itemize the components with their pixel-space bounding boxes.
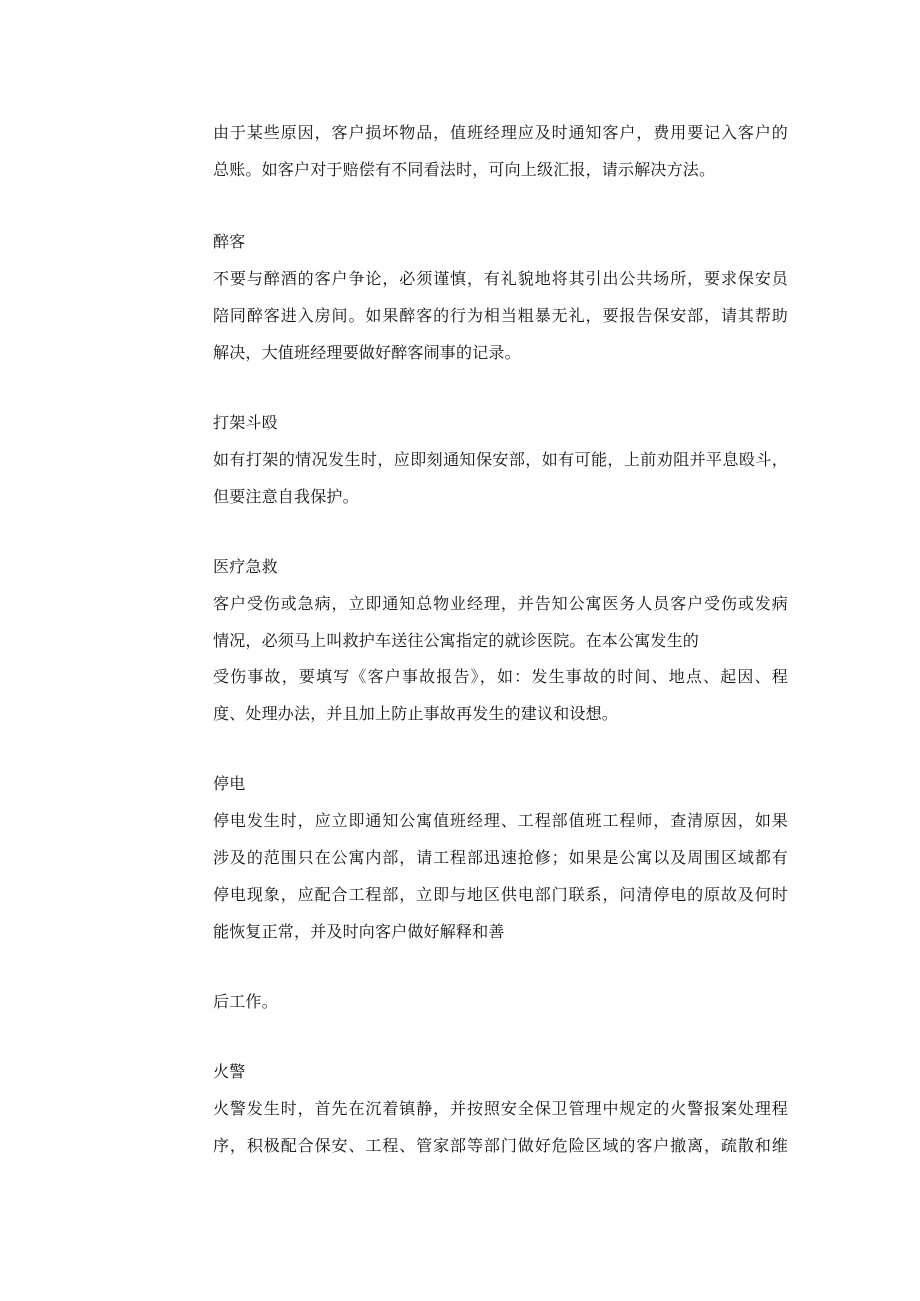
fire-paragraph-line-1: 火警发生时，首先在沉着镇静，并按照安全保卫管理中规定的火警报案处理程 — [213, 1099, 788, 1118]
power-paragraph-line-2: 涉及的范围只在公寓内部，请工程部迅速抢修；如果是公寓以及周围区域都有 — [213, 848, 788, 867]
medical-paragraph-line-2: 情况，必须马上叫救护车送往公寓指定的就诊医院。在本公寓发生的 — [213, 631, 700, 650]
power-paragraph-line-3: 停电现象，应配合工程部，立即与地区供电部门联系，问清停电的原故及何时 — [213, 885, 788, 904]
fight-paragraph-line-1: 如有打架的情况发生时，应即刻通知保安部，如有可能，上前劝阻并平息殴斗， — [213, 450, 788, 469]
medical-paragraph-line-3: 受伤事故，要填写《客户事故报告》，如：发生事故的时间、地点、起因、程 — [213, 667, 788, 686]
drunk-paragraph-line-2: 陪同醉客进入房间。如果醉客的行为相当粗暴无礼，要报告保安部，请其帮助 — [213, 306, 788, 325]
drunk-heading: 醉客 — [213, 232, 246, 251]
power-continuation: 后工作。 — [213, 992, 278, 1011]
fire-paragraph-line-2: 序，积极配合保安、工程、管家部等部门做好危险区域的客户撤离，疏散和维 — [213, 1136, 788, 1155]
drunk-paragraph-line-3: 解决，大值班经理要做好醉客闹事的记录。 — [213, 343, 521, 362]
medical-paragraph-line-1: 客户受伤或急病，立即通知总物业经理，并告知公寓医务人员客户受伤或发病 — [213, 594, 788, 613]
fight-heading: 打架斗殴 — [213, 413, 278, 432]
power-heading: 停电 — [213, 774, 246, 793]
power-paragraph-line-4: 能恢复正常，并及时向客户做好解释和善 — [213, 922, 505, 941]
medical-paragraph-line-4: 度、处理办法，并且加上防止事故再发生的建议和设想。 — [213, 704, 619, 723]
damage-paragraph-line-1: 由于某些原因，客户损坏物品，值班经理应及时通知客户，费用要记入客户的 — [213, 123, 788, 142]
drunk-paragraph-line-1: 不要与醉酒的客户争论，必须谨慎，有礼貌地将其引出公共场所，要求保安员 — [213, 269, 788, 288]
power-paragraph-line-1: 停电发生时，应立即通知公寓值班经理、工程部值班工程师，查清原因，如果 — [213, 811, 788, 830]
fire-heading: 火警 — [213, 1062, 246, 1081]
medical-heading: 医疗急救 — [213, 557, 278, 576]
damage-paragraph-line-2: 总账。如客户对于赔偿有不同看法时，可向上级汇报，请示解决方法。 — [213, 160, 716, 179]
fight-paragraph-line-2: 但要注意自我保护。 — [213, 487, 359, 506]
